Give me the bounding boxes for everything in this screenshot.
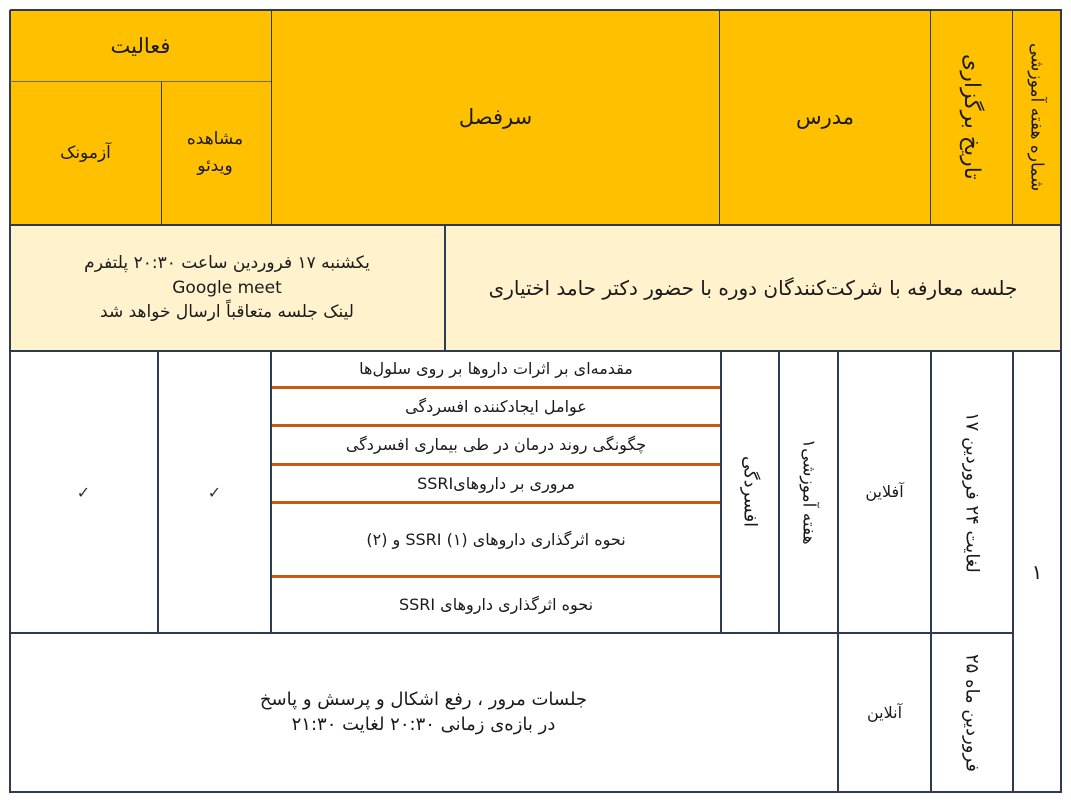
intro-details xyxy=(10,226,444,350)
intro-title: جلسه معارفه با شرکت‌کنندگان دوره با حضور دکتر حامد اختیاری xyxy=(488,276,1018,300)
row2-details xyxy=(10,634,837,791)
row2-line-1: جلسات مرور ، رفع اشکال و پرسش و پاسخ xyxy=(259,689,588,711)
intro-line-2: Google meet xyxy=(172,277,282,298)
row2-date: ۲۵ فروردین ماه xyxy=(961,653,983,772)
topic-4: مروری بر داروهایSSRI xyxy=(417,473,575,493)
video-check-icon: ✓ xyxy=(207,482,222,502)
header-date: تاریخ برگزاری xyxy=(959,54,984,180)
intro-line-1: یکشنبه ۱۷ فروردین ساعت ۲۰:۳۰ پلتفرم xyxy=(84,253,370,274)
intro-line-3: لینک جلسه متعاقباً ارسال خواهد شد xyxy=(100,302,354,323)
header-week-number: شماره هفته آموزشی xyxy=(1026,42,1047,192)
week-number: ۱ xyxy=(1031,559,1043,584)
topic-1: مقدمه‌ای بر اثرات داروها بر روی سلول‌ها xyxy=(359,359,633,379)
header-date-cell xyxy=(931,10,1012,224)
topic-2: عوامل ایجادکننده افسردگی xyxy=(405,396,587,416)
border-right xyxy=(1060,10,1062,793)
header-col-line-5 xyxy=(161,82,162,225)
topic-5: نحوه اثرگذاری داروهای SSRI (۱) و (۲) xyxy=(366,529,626,549)
header-topics: سرفصل xyxy=(458,105,533,129)
row1-date-cell xyxy=(932,352,1012,632)
week-label-cell xyxy=(780,352,837,632)
header-quiz: آزمونک xyxy=(60,143,111,163)
row2-mode: آنلاین xyxy=(866,702,903,722)
subject-cell xyxy=(722,352,778,632)
week-label: هفته آموزشی۱ xyxy=(798,439,819,545)
topic-3: چگونگی روند درمان در طی بیماری افسردگی xyxy=(345,435,647,455)
row2-line-2: در بازه‌ی زمانی ۲۰:۳۰ لغایت ۲۱:۳۰ xyxy=(291,713,556,735)
header-watch-video: مشاهده ویدئو xyxy=(186,128,244,176)
header-week-number-cell xyxy=(1013,10,1060,224)
row1-date: ۱۷ لغایت ۲۴ فروردین xyxy=(961,411,983,573)
header-instructor: مدرس xyxy=(795,105,855,129)
quiz-check-icon: ✓ xyxy=(76,482,91,502)
border-bottom xyxy=(10,791,1062,793)
header-activity: فعالیت xyxy=(110,33,171,58)
row2-date-cell xyxy=(932,634,1012,791)
subject: افسردگی xyxy=(739,456,761,528)
row1-mode: آفلاین xyxy=(865,482,904,502)
topic-6: نحوه اثرگذاری داروهای SSRI xyxy=(398,595,594,615)
